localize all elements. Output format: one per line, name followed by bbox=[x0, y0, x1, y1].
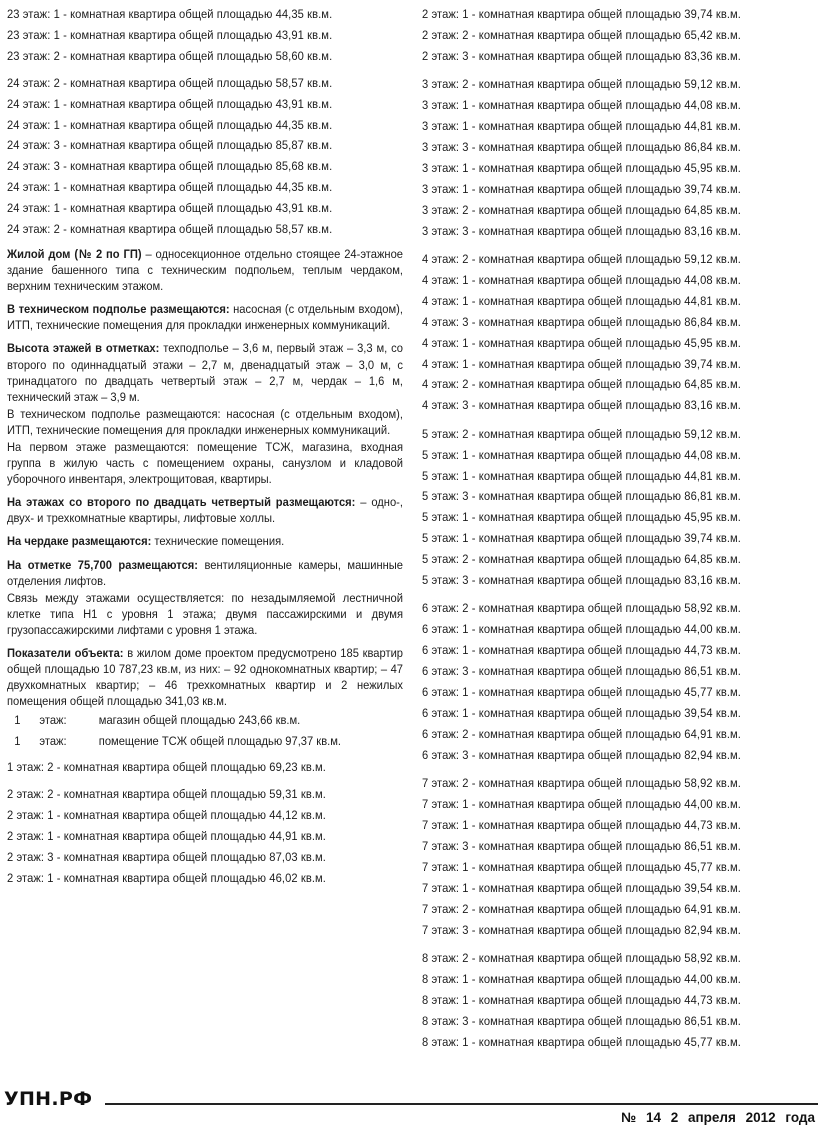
nonresidential-row bbox=[7, 710, 363, 731]
apartment-line: 4 этаж: 3 - комнатная квартира общей площадью 86,84 кв.м. bbox=[422, 314, 741, 329]
apartment-line: 2 этаж: 2 - комнатная квартира общей площадью 65,42 кв.м. bbox=[422, 27, 741, 42]
apartment-line: 7 этаж: 3 - комнатная квартира общей площадью 82,94 кв.м. bbox=[422, 922, 741, 937]
footer-rule bbox=[105, 1103, 818, 1105]
apartment-line: 3 этаж: 1 - комнатная квартира общей площадью 45,95 кв.м. bbox=[422, 160, 741, 175]
apartment-line: 2 этаж: 1 - комнатная квартира общей площадью 46,02 кв.м. bbox=[7, 870, 326, 885]
apartment-line: 7 этаж: 1 - комнатная квартира общей площадью 44,73 кв.м. bbox=[422, 818, 741, 833]
apartment-line: 8 этаж: 2 - комнатная квартира общей площадью 58,92 кв.м. bbox=[422, 950, 741, 965]
basement-repeat-paragraph: В техническом подполье размещаются: насосная (с отдельным входом), ИТП, технические помещения для прокладки инженерных коммуникаций. bbox=[7, 406, 403, 437]
apartment-line: 8 этаж: 1 - комнатная квартира общей площадью 44,00 кв.м. bbox=[422, 971, 741, 986]
apartment-line: 23 этаж: 2 - комнатная квартира общей площадью 58,60 кв.м. bbox=[7, 48, 333, 63]
apartment-line: 5 этаж: 3 - комнатная квартира общей площадью 86,81 кв.м. bbox=[422, 489, 741, 504]
floor-group bbox=[422, 948, 814, 1053]
apartment-line: 3 этаж: 1 - комнатная квартира общей площадью 44,08 кв.м. bbox=[422, 98, 741, 113]
apartment-line: 2 этаж: 1 - комнатная квартира общей площадью 44,12 кв.м. bbox=[7, 808, 326, 823]
apartment-line: 24 этаж: 3 - комнатная квартира общей площадью 85,87 кв.м. bbox=[7, 138, 333, 153]
apartment-line: 24 этаж: 1 - комнатная квартира общей площадью 44,35 кв.м. bbox=[7, 117, 333, 132]
apartment-line: 6 этаж: 1 - комнатная квартира общей площадью 45,77 кв.м. bbox=[422, 685, 741, 700]
apartment-line: 6 этаж: 2 - комнатная квартира общей площадью 58,92 кв.м. bbox=[422, 601, 741, 616]
apartment-line: 6 этаж: 3 - комнатная квартира общей площадью 86,51 кв.м. bbox=[422, 664, 741, 679]
attic-paragraph: На чердаке размещаются: технические помещения. bbox=[7, 534, 285, 549]
apartment-line: 4 этаж: 1 - комнатная квартира общей площадью 44,08 кв.м. bbox=[422, 272, 741, 287]
apartment-line: 6 этаж: 1 - комнатная квартира общей площадью 44,73 кв.м. bbox=[422, 643, 741, 658]
apartment-line: 24 этаж: 1 - комнатная квартира общей площадью 43,91 кв.м. bbox=[7, 201, 333, 216]
building-description: Жилой дом (№ 2 по ГП) – односекционное отдельно стоящее 24-этажное здание башенного типа с техническим подпольем, теплым чердаком, верхним техническим этажом. bbox=[7, 246, 403, 294]
floors-2-24-paragraph: На этажах со второго по двадцать четвертый размещаются: – одно-, двух- и трехкомнатные квартиры, лифтовые холлы. bbox=[7, 495, 403, 526]
apartment-line: 5 этаж: 1 - комнатная квартира общей площадью 39,74 кв.м. bbox=[422, 531, 741, 546]
apartment-line: 5 этаж: 1 - комнатная квартира общей площадью 44,08 кв.м. bbox=[422, 447, 741, 462]
premise-description: помещение ТСЖ общей площадью 97,37 кв.м. bbox=[98, 733, 341, 748]
issue-date: № 14 2 апреля 2012 года bbox=[621, 1110, 815, 1125]
apartment-line: 3 этаж: 2 - комнатная квартира общей площадью 64,85 кв.м. bbox=[422, 202, 741, 217]
floor-number: 1 bbox=[14, 733, 21, 748]
left-column bbox=[7, 4, 403, 889]
apartment-line: 3 этаж: 3 - комнатная квартира общей площадью 83,16 кв.м. bbox=[422, 223, 741, 238]
apartment-line: 24 этаж: 1 - комнатная квартира общей площадью 44,35 кв.м. bbox=[7, 180, 333, 195]
apartment-line: 4 этаж: 1 - комнатная квартира общей площадью 44,81 кв.м. bbox=[422, 293, 741, 308]
apartment-line: 7 этаж: 2 - комнатная квартира общей площадью 58,92 кв.м. bbox=[422, 776, 741, 791]
floor-label: этаж: bbox=[39, 733, 67, 748]
floor-group bbox=[422, 4, 814, 67]
apartment-line: 23 этаж: 1 - комнатная квартира общей площадью 44,35 кв.м. bbox=[7, 7, 333, 21]
apartment-line: 8 этаж: 1 - комнатная квартира общей площадью 45,77 кв.м. bbox=[422, 1034, 741, 1049]
publication-logo: УПН.РФ bbox=[4, 1088, 93, 1110]
apartment-line: 4 этаж: 2 - комнатная квартира общей площадью 59,12 кв.м. bbox=[422, 251, 741, 266]
floor-23-list bbox=[7, 4, 403, 67]
apartment-line: 4 этаж: 1 - комнатная квартира общей площадью 39,74 кв.м. bbox=[422, 356, 741, 371]
apartment-line: 6 этаж: 1 - комнатная квартира общей площадью 39,54 кв.м. bbox=[422, 706, 741, 720]
floor-number: 1 bbox=[14, 713, 21, 728]
apartment-line: 2 этаж: 3 - комнатная квартира общей площадью 87,03 кв.м. bbox=[7, 850, 326, 865]
apartment-line: 5 этаж: 1 - комнатная квартира общей площадью 45,95 кв.м. bbox=[422, 510, 741, 525]
apartment-line: 1 этаж: 2 - комнатная квартира общей площадью 69,23 кв.м. bbox=[7, 760, 326, 775]
floor-1-list bbox=[7, 757, 403, 778]
apartment-line: 6 этаж: 3 - комнатная квартира общей площадью 82,94 кв.м. bbox=[422, 747, 741, 762]
premise-description: магазин общей площадью 243,66 кв.м. bbox=[98, 713, 301, 728]
apartment-line: 5 этаж: 1 - комнатная квартира общей площадью 44,81 кв.м. bbox=[422, 468, 741, 483]
floor-group bbox=[422, 74, 814, 241]
nonresidential-row bbox=[7, 731, 363, 752]
floor-heights-paragraph: Высота этажей в отметках: техподполье – 3,6 м, первый этаж – 3,3 м, со второго по одиннадцатый этажи – 2,7 м, двенадцатый этаж – 3,0 м, с тринадцатого по двадцать четвертый этаж – 2,7 м, чердак – 1,6 м, технический этаж – 3,9 м. bbox=[7, 341, 403, 404]
floor-group bbox=[422, 249, 814, 416]
apartment-line: 7 этаж: 2 - комнатная квартира общей площадью 64,91 кв.м. bbox=[422, 901, 741, 916]
apartment-line: 24 этаж: 3 - комнатная квартира общей площадью 85,68 кв.м. bbox=[7, 159, 333, 174]
floor-connection-paragraph: Связь между этажами осуществляется: по незадымляемой лестничной клетке типа Н1 с уровня 1 этажа; двумя пассажирскими и двумя грузопассажирскими лифтами с уровня 1 этажа. bbox=[7, 590, 403, 637]
apartment-line: 2 этаж: 1 - комнатная квартира общей площадью 39,74 кв.м. bbox=[422, 7, 741, 21]
apartment-line: 5 этаж: 2 - комнатная квартира общей площадью 59,12 кв.м. bbox=[422, 426, 741, 441]
floor-2-list bbox=[7, 784, 403, 889]
first-floor-paragraph: На первом этаже размещаются: помещение ТСЖ, магазина, входная группа в жилую часть с помещением охраны, санузлом и кладовой уборочного инвентаря, электрощитовая, квартиры. bbox=[7, 440, 403, 487]
object-indicators-paragraph: Показатели объекта: в жилом доме проектом предусмотрено 185 квартир общей площадью 10 787,23 кв.м, из них: – 92 однокомнатных квартир; – 47 двухкомнатных квартир; – 46 трехкомнатных квартир и 2 нежилых помещения общей площадью 341,03 кв.м. bbox=[7, 646, 404, 709]
floor-24-list bbox=[7, 73, 403, 240]
apartment-line: 8 этаж: 1 - комнатная квартира общей площадью 44,73 кв.м. bbox=[422, 992, 741, 1007]
page-footer bbox=[0, 1088, 823, 1128]
nonresidential-table bbox=[7, 710, 403, 751]
apartment-line: 4 этаж: 2 - комнатная квартира общей площадью 64,85 кв.м. bbox=[422, 377, 741, 392]
apartment-line: 24 этаж: 2 - комнатная квартира общей площадью 58,57 кв.м. bbox=[7, 222, 333, 237]
apartment-line: 3 этаж: 3 - комнатная квартира общей площадью 86,84 кв.м. bbox=[422, 139, 741, 154]
apartment-line: 2 этаж: 2 - комнатная квартира общей площадью 59,31 кв.м. bbox=[7, 787, 326, 802]
apartment-line: 7 этаж: 1 - комнатная квартира общей площадью 45,77 кв.м. bbox=[422, 859, 741, 874]
basement-paragraph: В техническом подполье размещаются: насосная (с отдельным входом), ИТП, технические помещения для прокладки инженерных коммуникаций. bbox=[7, 302, 403, 333]
floor-group bbox=[422, 598, 814, 765]
apartment-line: 23 этаж: 1 - комнатная квартира общей площадью 43,91 кв.м. bbox=[7, 27, 333, 42]
apartment-line: 2 этаж: 3 - комнатная квартира общей площадью 83,36 кв.м. bbox=[422, 48, 741, 63]
apartment-line: 3 этаж: 1 - комнатная квартира общей площадью 44,81 кв.м. bbox=[422, 119, 741, 134]
floor-label: этаж: bbox=[39, 713, 67, 728]
right-column bbox=[422, 4, 814, 1053]
apartment-line: 4 этаж: 3 - комнатная квартира общей площадью 83,16 кв.м. bbox=[422, 398, 741, 413]
apartment-line: 5 этаж: 2 - комнатная квартира общей площадью 64,85 кв.м. bbox=[422, 552, 741, 567]
floor-group bbox=[422, 424, 814, 591]
apartment-line: 2 этаж: 1 - комнатная квартира общей площадью 44,91 кв.м. bbox=[7, 829, 326, 844]
apartment-line: 6 этаж: 2 - комнатная квартира общей площадью 64,91 кв.м. bbox=[422, 726, 741, 741]
apartment-line: 24 этаж: 2 - комнатная квартира общей площадью 58,57 кв.м. bbox=[7, 75, 333, 90]
apartment-line: 7 этаж: 3 - комнатная квартира общей площадью 86,51 кв.м. bbox=[422, 838, 741, 853]
apartment-line: 7 этаж: 1 - комнатная квартира общей площадью 39,54 кв.м. bbox=[422, 880, 741, 895]
elevation-paragraph: На отметке 75,700 размещаются: вентиляционные камеры, машинные отделения лифтов. bbox=[7, 557, 403, 588]
apartment-line: 7 этаж: 1 - комнатная квартира общей площадью 44,00 кв.м. bbox=[422, 797, 741, 812]
apartment-line: 3 этаж: 1 - комнатная квартира общей площадью 39,74 кв.м. bbox=[422, 181, 741, 196]
apartment-line: 5 этаж: 3 - комнатная квартира общей площадью 83,16 кв.м. bbox=[422, 573, 741, 588]
apartment-line: 8 этаж: 3 - комнатная квартира общей площадью 86,51 кв.м. bbox=[422, 1013, 741, 1028]
apartment-line: 3 этаж: 2 - комнатная квартира общей площадью 59,12 кв.м. bbox=[422, 77, 741, 92]
apartment-line: 6 этаж: 1 - комнатная квартира общей площадью 44,00 кв.м. bbox=[422, 622, 741, 637]
floor-group bbox=[422, 773, 814, 940]
apartment-line: 24 этаж: 1 - комнатная квартира общей площадью 43,91 кв.м. bbox=[7, 96, 333, 111]
apartment-line: 4 этаж: 1 - комнатная квартира общей площадью 45,95 кв.м. bbox=[422, 335, 741, 350]
